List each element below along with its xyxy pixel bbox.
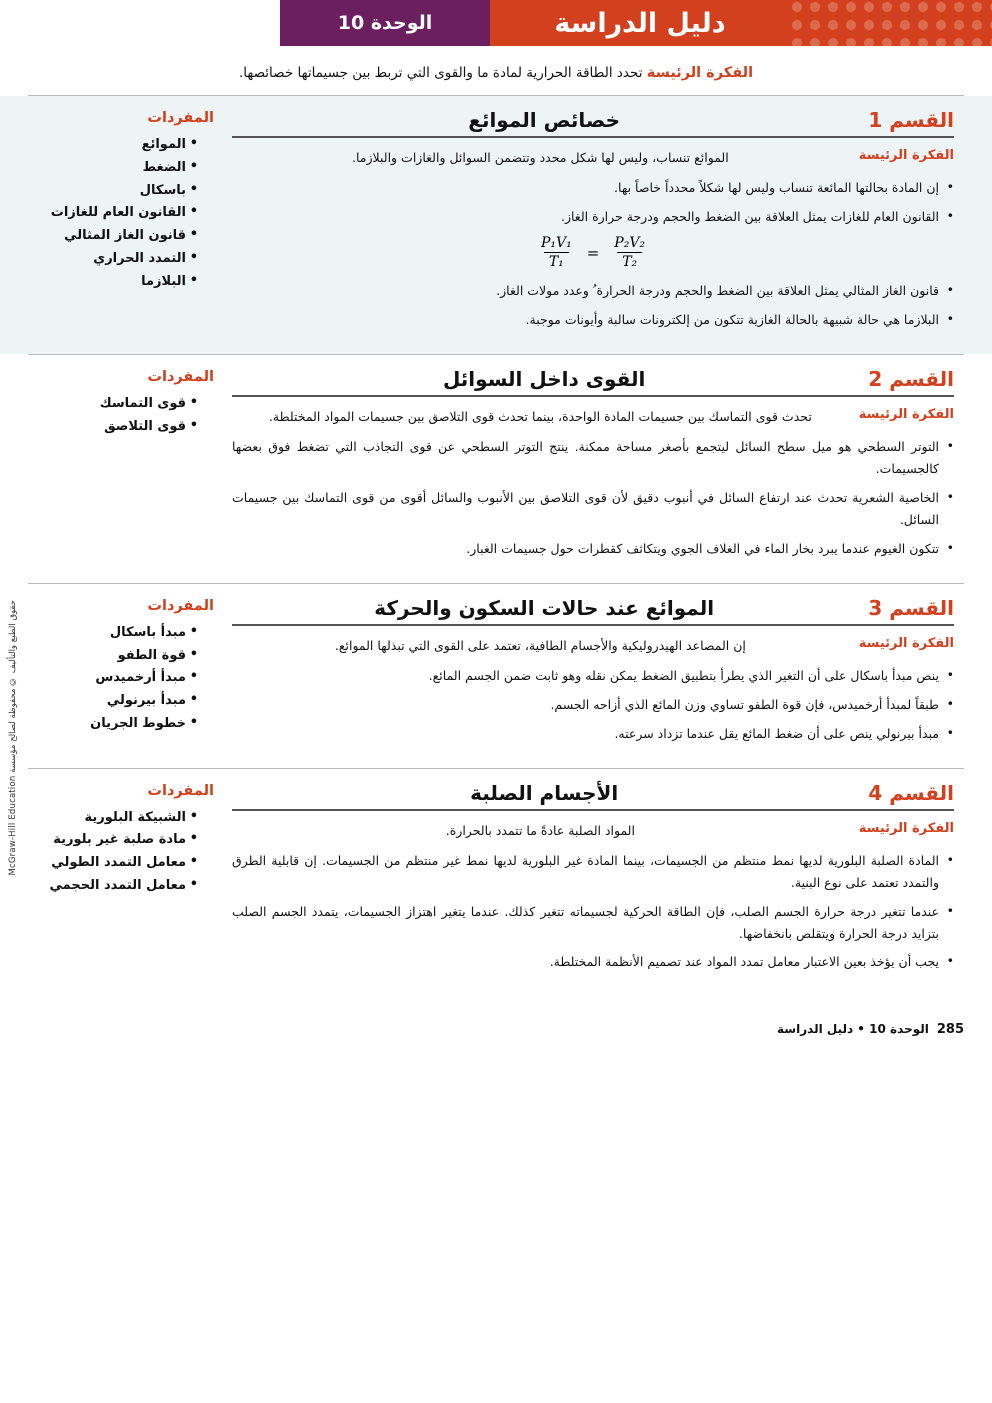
list-item: • الضغط <box>36 157 198 180</box>
section-3-number: القسم 3 <box>868 595 954 620</box>
formula-left-fraction <box>536 235 577 270</box>
list-item: • قانون الغاز المثالي يمثل العلاقة بين الضغط والحجم ودرجة الحرارة ُ وعدد مولات الغاز. <box>232 280 954 302</box>
list-item: • المادة الصلبة البلورية لديها نمط منتظم من الجسيمات، بينما المادة غير البلورية لديها نمط غير منتظم من الجسيمات. إن قابلية الطرق والتمدد تعتمد على نوع البنية. <box>232 850 954 894</box>
section-4-number: القسم 4 <box>868 780 954 805</box>
section-1-number: القسم 1 <box>868 108 954 133</box>
list-item: • قانون الغاز المثالي <box>36 225 198 248</box>
vocabulary-title: المفردات <box>147 110 214 127</box>
vocabulary-title: المفردات <box>147 369 214 386</box>
section-2-body <box>228 355 964 583</box>
list-item: • مادة صلبة غير بلورية <box>36 829 198 852</box>
list-item: • التمدد الحراري <box>36 248 198 271</box>
section-1-name: خصائص الموائع <box>468 108 621 133</box>
list-item: • الموائع <box>36 134 198 157</box>
section-1-main-idea <box>232 147 954 168</box>
big-idea-text: تحدد الطاقة الحرارية لمادة ما والقوى التي تربط بين جسيماتها خصائصها. <box>238 65 643 81</box>
formula-left-numerator: P₁V₁ <box>540 235 572 252</box>
page-footer <box>28 1022 964 1037</box>
list-item: • قوى التلاصق <box>36 416 198 439</box>
unit-badge: الوحدة 10 <box>280 0 490 46</box>
list-item: • طبقاً لمبدأ أرخميدس، فإن قوة الطفو تساوي وزن المائع الذي أزاحه الجسم. <box>232 694 954 716</box>
section-2-heading <box>232 367 954 397</box>
list-item: • مبدأ أرخميدس <box>36 667 198 690</box>
section-3-name: الموائع عند حالات السكون والحركة <box>374 595 715 620</box>
vocabulary-list <box>36 807 214 898</box>
header-spacer <box>0 0 280 46</box>
section-3-vocabulary <box>28 584 228 768</box>
vocabulary-title: المفردات <box>147 782 214 799</box>
big-idea-label: الفكرة الرئيسة <box>646 65 754 81</box>
page-title: دليل الدراسة <box>490 0 790 46</box>
header-dot-pattern <box>790 0 992 46</box>
formula-right-denominator: T₂ <box>617 252 642 270</box>
formula-operator: = <box>586 243 600 262</box>
section-2-vocabulary <box>28 355 228 583</box>
formula-right-fraction <box>609 235 650 270</box>
section-3-body <box>228 584 964 768</box>
section-2 <box>0 355 992 583</box>
section-4-body <box>228 769 964 997</box>
formula-left-denominator: T₁ <box>544 252 569 270</box>
main-idea-text: تحدث قوى التماسك بين جسيمات المادة الواحدة، بينما تحدث قوى التلاصق بين جسيمات المواد المختلطة. <box>268 409 812 425</box>
list-item: • البلازما <box>36 271 198 294</box>
list-item: • خطوط الجريان <box>36 713 198 736</box>
list-item: • مبدأ بيرنولي <box>36 690 198 713</box>
section-1-bullets <box>232 177 954 228</box>
list-item: • إن المادة بحالتها المائعة تنساب وليس لها شكلاً محدداً خاصاً بها. <box>232 177 954 199</box>
section-2-bullets <box>232 436 954 559</box>
copyright-credit: حقوق الطبع والتأليف © محفوظة لصالح مؤسسة McGraw-Hill Education <box>8 600 18 876</box>
section-2-name: القوى داخل السوائل <box>442 367 646 392</box>
list-item: • عندما تتغير درجة حرارة الجسم الصلب، فإن الطاقة الحركية لجسيماته تتغير كذلك. عندما يتغير اهتزاز الجسيمات، يتمدد الجسم الصلب بتزايد درجة الحرارة ويتقلص بانخفاضها. <box>232 901 954 945</box>
vocabulary-list <box>36 393 214 439</box>
list-item: • ينص مبدأ باسكال على أن التغير الذي يطرأ بتطبيق الضغط يمكن نقله وهو ثابت ضمن الجسم المائع. <box>232 665 954 687</box>
list-item: • معامل التمدد الطولي <box>36 852 198 875</box>
main-idea-label: الفكرة الرئيسة <box>858 635 954 651</box>
main-idea-label: الفكرة الرئيسة <box>858 407 954 423</box>
main-idea-text: إن المصاعد الهيدروليكية والأجسام الطافية، تعتمد على القوى التي تبذلها الموائع. <box>334 637 746 653</box>
list-item: • قوى التماسك <box>36 393 198 416</box>
section-1-bullets-cont <box>232 280 954 331</box>
section-2-number: القسم 2 <box>868 367 954 392</box>
list-item: • قوة الطفو <box>36 645 198 668</box>
list-item: • باسكال <box>36 180 198 203</box>
section-4 <box>0 769 992 997</box>
section-1-heading <box>232 108 954 138</box>
section-4-heading <box>232 781 954 811</box>
main-idea-label: الفكرة الرئيسة <box>858 820 954 836</box>
vocabulary-title: المفردات <box>147 597 214 614</box>
list-item: • القانون العام للغازات يمثل العلاقة بين الضغط والحجم ودرجة حرارة الغاز. <box>232 206 954 228</box>
section-3-heading <box>232 596 954 626</box>
formula-right-numerator: P₂V₂ <box>614 235 646 252</box>
ideal-gas-formula <box>232 235 954 270</box>
section-1-body <box>228 96 964 354</box>
main-idea-label: الفكرة الرئيسة <box>858 148 954 164</box>
list-item: • مبدأ بيرنولي ينص على أن ضغط المائع يقل عندما تزداد سرعته. <box>232 723 954 745</box>
list-item: • تتكون الغيوم عندما يبرد بخار الماء في الغلاف الجوي ويتكاثف كقطرات حول جسيمات الغبار. <box>232 538 954 560</box>
main-idea-text: الموائع تنساب، وليس لها شكل محدد وتتضمن السوائل والغازات والبلازما. <box>352 150 729 166</box>
list-item: • القانون العام للغازات <box>36 202 198 225</box>
vocabulary-list <box>36 134 214 293</box>
section-3-main-idea <box>232 635 954 656</box>
section-4-main-idea <box>232 820 954 841</box>
page-header <box>0 0 992 46</box>
section-1 <box>0 96 992 354</box>
section-3 <box>0 584 992 768</box>
section-1-vocabulary <box>28 96 228 354</box>
section-4-name: الأجسام الصلبة <box>470 780 619 805</box>
section-4-vocabulary <box>28 769 228 997</box>
list-item: • معامل التمدد الحجمي <box>36 875 198 898</box>
vocabulary-list <box>36 622 214 736</box>
list-item: • الشبيكة البلورية <box>36 807 198 830</box>
section-2-main-idea <box>232 406 954 427</box>
list-item: • يجب أن يؤخذ بعين الاعتبار معامل تمدد المواد عند تصميم الأنظمة المختلطة. <box>232 951 954 973</box>
big-idea-block <box>0 46 992 95</box>
list-item: • الخاصية الشعرية تحدث عند ارتفاع السائل في أنبوب دقيق لأن قوى التلاصق بين الأنبوب والسائل أقوى من قوى التماسك بين جسيمات السائل. <box>232 487 954 531</box>
footer-text: الوحدة 10 • دليل الدراسة <box>777 1022 929 1037</box>
list-item: • التوتر السطحي هو ميل سطح السائل ليتجمع بأصغر مساحة ممكنة. ينتج التوتر السطحي عن قوى التجاذب التي تضغط فوق بعضها كالجسيمات. <box>232 436 954 480</box>
section-3-bullets <box>232 665 954 745</box>
footer-page-number: 285 <box>936 1022 964 1038</box>
list-item: • مبدأ باسكال <box>36 622 198 645</box>
main-idea-text: المواد الصلبة عادةً ما تتمدد بالحرارة. <box>445 822 635 838</box>
section-4-bullets <box>232 850 954 973</box>
list-item: • البلازما هي حالة شبيهة بالحالة الغازية تتكون من إلكترونات سالبة وأيونات موجبة. <box>232 309 954 331</box>
